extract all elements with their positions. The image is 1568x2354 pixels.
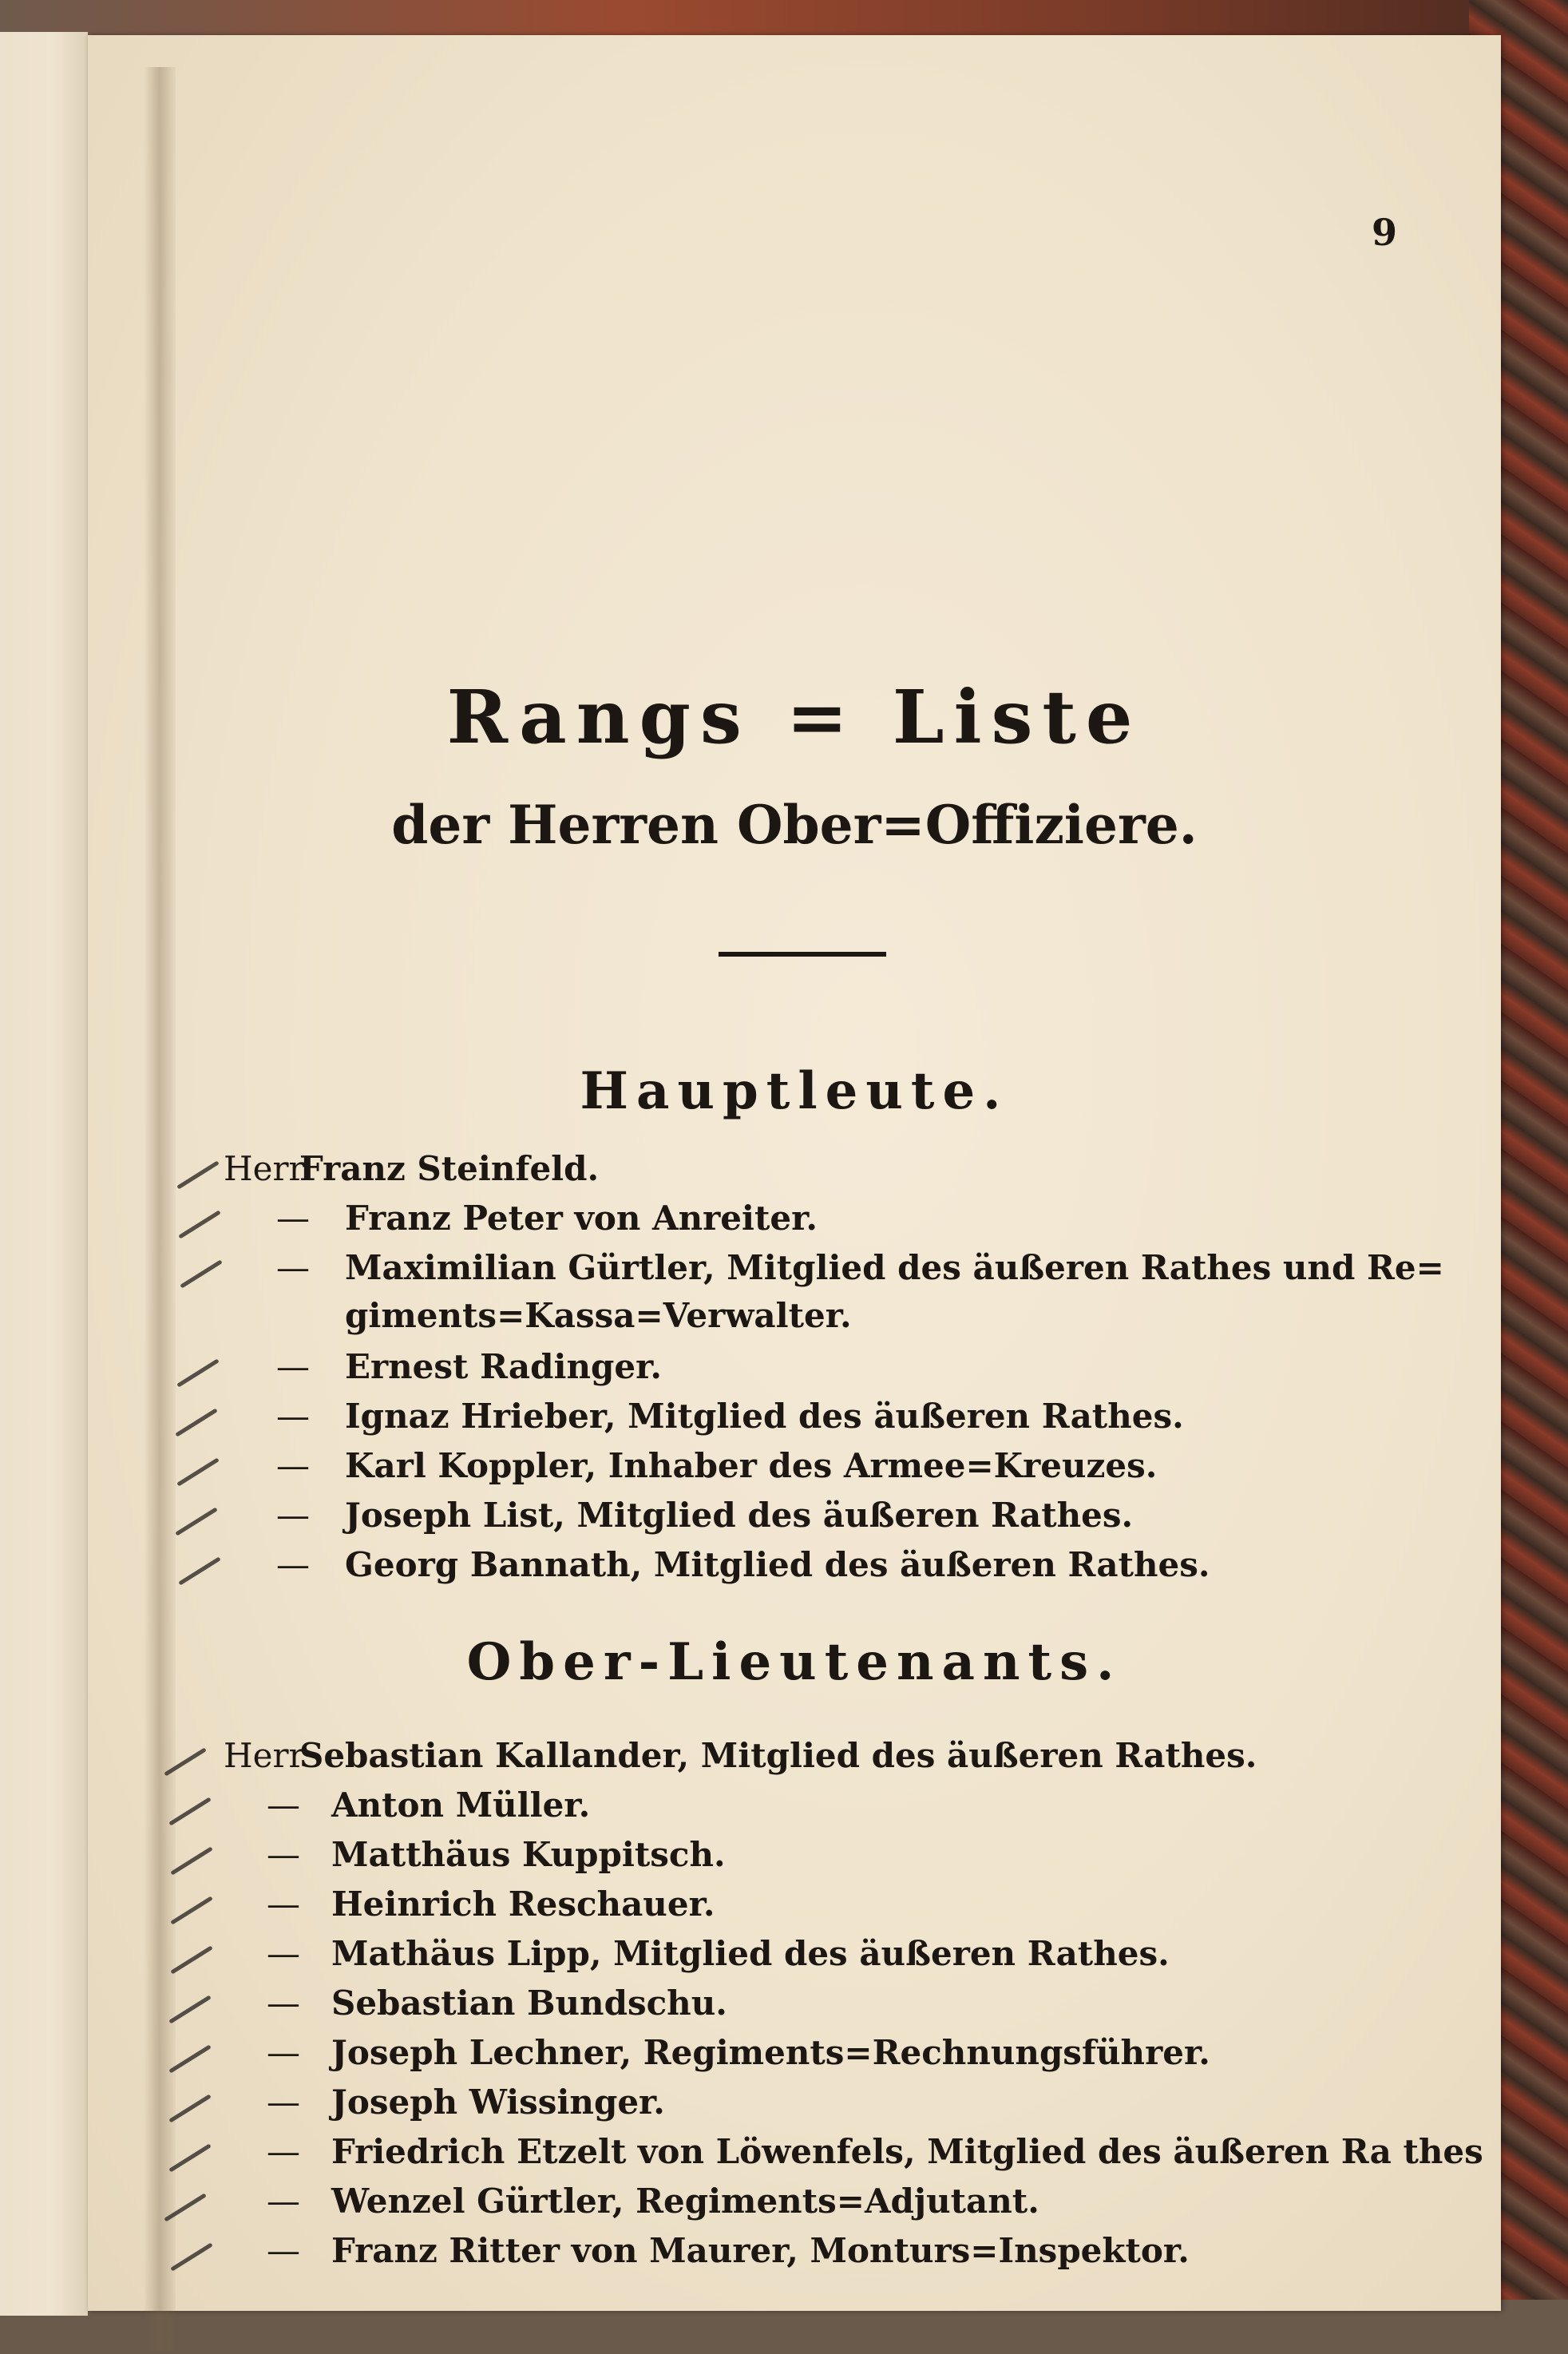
entry-prefix: Herr xyxy=(224,1149,305,1188)
entry-prefix: — xyxy=(267,2033,300,2072)
list-item xyxy=(88,2231,1501,2279)
entry-prefix: — xyxy=(276,1446,310,1485)
entry-text: Mathäus Lipp, Mitglied des äußeren Rathes. xyxy=(331,1934,1170,1973)
entry-prefix: — xyxy=(267,1785,300,1825)
entry-prefix: — xyxy=(267,2132,300,2171)
entry-text: Heinrich Reschauer. xyxy=(331,1884,715,1924)
entry-text: Ignaz Hrieber, Mitglied des äußeren Rathes. xyxy=(345,1397,1184,1436)
entry-text: Georg Bannath, Mitglied des äußeren Rathes. xyxy=(345,1545,1210,1584)
entry-prefix: — xyxy=(267,1884,300,1924)
entry-text: Joseph Wissinger. xyxy=(331,2083,665,2122)
entry-prefix: — xyxy=(267,1835,300,1874)
list-item xyxy=(88,1835,1501,1883)
entry-prefix: — xyxy=(276,1199,310,1238)
previous-page-edge xyxy=(0,32,88,2316)
list-item xyxy=(88,1397,1501,1444)
entry-prefix: Herr xyxy=(224,1736,305,1775)
list-item xyxy=(88,1199,1501,1246)
section-heading-hauptleute: Hauptleute. xyxy=(580,1061,1009,1121)
entry-text: Franz Peter von Anreiter. xyxy=(345,1199,818,1238)
list-item xyxy=(88,2132,1501,2180)
list-item xyxy=(88,2083,1501,2130)
entry-prefix: — xyxy=(267,2182,300,2221)
entry-text: Matthäus Kuppitsch. xyxy=(331,1835,726,1874)
page-title: Rangs = Liste xyxy=(446,674,1142,760)
list-item xyxy=(88,1934,1501,1982)
entry-text: Friedrich Etzelt von Löwenfels, Mitglied des äußeren Ra thes xyxy=(331,2132,1483,2171)
list-item xyxy=(88,1983,1501,2031)
entry-text: Ernest Radinger. xyxy=(345,1347,662,1386)
list-item xyxy=(88,1884,1501,1932)
entry-prefix: — xyxy=(267,1934,300,1973)
entry-text: Anton Müller. xyxy=(331,1785,591,1825)
entry-text: Karl Koppler, Inhaber des Armee=Kreuzes. xyxy=(345,1446,1158,1485)
entry-text: Sebastian Bundschu. xyxy=(331,1983,727,2023)
list-item xyxy=(88,1736,1501,1784)
list-item xyxy=(88,2033,1501,2081)
list-item xyxy=(88,1248,1501,1335)
list-item xyxy=(88,1446,1501,1494)
entry-prefix: — xyxy=(276,1397,310,1436)
entry-text: Franz Steinfeld. xyxy=(299,1149,600,1188)
entry-text: Franz Ritter von Maurer, Monturs=Inspektor. xyxy=(331,2231,1190,2270)
entry-continuation: giments=Kassa=Verwalter. xyxy=(345,1296,852,1335)
entry-text: Maximilian Gürtler, Mitglied des äußeren Rathes und Re= xyxy=(345,1248,1444,1287)
title-divider xyxy=(719,952,886,957)
list-item xyxy=(88,1785,1501,1833)
list-item xyxy=(88,1347,1501,1395)
page-subtitle: der Herren Ober=Offiziere. xyxy=(391,794,1198,856)
section-heading-ober-lieutenants: Ober-Lieutenants. xyxy=(466,1632,1123,1692)
entry-prefix: — xyxy=(267,2083,300,2122)
book-page xyxy=(88,35,1501,2311)
list-item xyxy=(88,1149,1501,1197)
entry-prefix: — xyxy=(267,2231,300,2270)
list-item xyxy=(88,2182,1501,2229)
entry-prefix: — xyxy=(276,1496,310,1535)
list-item xyxy=(88,1496,1501,1544)
entry-text: Joseph Lechner, Regiments=Rechnungsführer. xyxy=(331,2033,1210,2072)
entry-prefix: — xyxy=(267,1983,300,2023)
entry-prefix: — xyxy=(276,1545,310,1584)
entry-text: Joseph List, Mitglied des äußeren Rathes. xyxy=(345,1496,1134,1535)
entry-text: Wenzel Gürtler, Regiments=Adjutant. xyxy=(331,2182,1039,2221)
entry-prefix: — xyxy=(276,1248,310,1287)
entry-prefix: — xyxy=(276,1347,310,1386)
entry-text: Sebastian Kallander, Mitglied des äußeren Rathes. xyxy=(299,1736,1257,1775)
page-number: 9 xyxy=(1372,211,1398,254)
list-item xyxy=(88,1545,1501,1593)
